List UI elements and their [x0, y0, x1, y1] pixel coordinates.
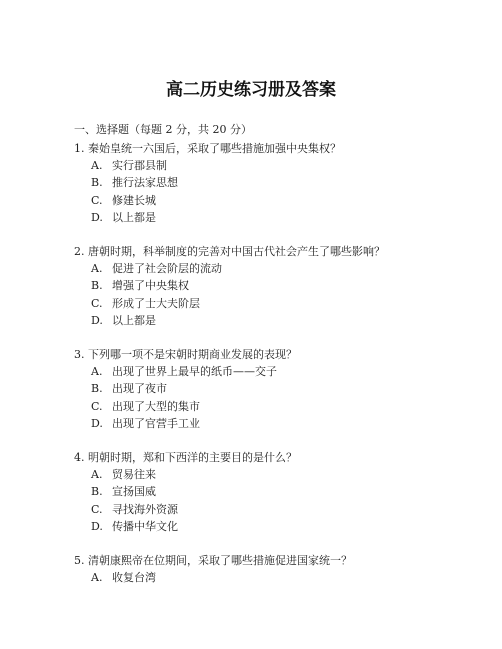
option-letter: D.: [91, 416, 103, 430]
option-item: [91, 157, 474, 174]
option-item: [91, 380, 474, 397]
option-text: 贸易往来: [112, 468, 156, 482]
option-item: [91, 295, 474, 312]
option-letter: B.: [91, 176, 103, 190]
question-item: [74, 449, 474, 535]
option-letter: D.: [91, 313, 103, 327]
option-list: [74, 260, 474, 329]
option-text: 出现了夜市: [112, 382, 167, 396]
question-item: [74, 552, 474, 586]
option-text: 以上都是: [112, 313, 156, 327]
option-list: [74, 466, 474, 535]
option-item: [91, 192, 474, 209]
question-text: 3. 下列哪一项不是宋朝时期商业发展的表现？: [74, 348, 297, 362]
option-text: 出现了世界上最早的纸币——交子: [112, 365, 277, 379]
option-letter: A.: [91, 159, 103, 173]
option-list: [74, 569, 474, 586]
option-letter: B.: [91, 279, 103, 293]
option-item: [91, 415, 474, 432]
option-item: [91, 363, 474, 380]
option-letter: A.: [91, 365, 103, 379]
question-text: 1. 秦始皇统一六国后，采取了哪些措施加强中央集权？: [74, 142, 341, 155]
option-item: [91, 209, 474, 226]
question-item: [74, 140, 474, 226]
option-item: [91, 501, 474, 518]
option-letter: D.: [91, 519, 103, 533]
option-letter: B.: [91, 382, 103, 396]
document-title: 高二历史练习册及答案: [166, 80, 336, 100]
question-text: 2. 唐朝时期，科举制度的完善对中国古代社会产生了哪些影响？: [74, 245, 385, 259]
option-text: 推行法家思想: [112, 176, 178, 190]
option-text: 传播中华文化: [112, 519, 178, 533]
option-letter: C.: [91, 502, 103, 516]
option-text: 出现了官营手工业: [112, 416, 200, 430]
option-letter: A.: [91, 571, 103, 585]
option-item: [91, 260, 474, 277]
option-item: [91, 277, 474, 294]
option-text: 宣扬国威: [112, 485, 156, 499]
question-list: [74, 140, 474, 603]
option-text: 寻找海外资源: [112, 502, 178, 516]
option-list: [74, 157, 474, 226]
option-text: 以上都是: [112, 210, 156, 224]
option-text: 形成了士大夫阶层: [112, 296, 200, 310]
option-letter: C.: [91, 296, 103, 310]
question-text: 5. 清朝康熙帝在位期间，采取了哪些措施促进国家统一？: [74, 554, 352, 568]
option-item: [91, 312, 474, 329]
question-item: [74, 346, 474, 432]
option-letter: C.: [91, 399, 103, 413]
option-list: [74, 363, 474, 432]
option-item: [91, 569, 474, 586]
question-text: 4. 明朝时期，郑和下西洋的主要目的是什么？: [74, 451, 297, 465]
option-text: 实行郡县制: [112, 159, 167, 173]
option-letter: C.: [91, 193, 103, 207]
option-text: 增强了中央集权: [112, 279, 189, 293]
option-letter: D.: [91, 210, 103, 224]
option-letter: A.: [91, 262, 103, 276]
section-heading: 一、选择题（每题 2 分，共 20 分）: [74, 123, 252, 136]
option-letter: A.: [91, 468, 103, 482]
option-letter: B.: [91, 485, 103, 499]
option-item: [91, 483, 474, 500]
option-text: 收复台湾: [112, 571, 156, 585]
option-text: 促进了社会阶层的流动: [112, 262, 222, 276]
option-text: 出现了大型的集市: [112, 399, 200, 413]
option-item: [91, 174, 474, 191]
option-item: [91, 466, 474, 483]
option-text: 修建长城: [112, 193, 156, 207]
option-item: [91, 518, 474, 535]
option-item: [91, 398, 474, 415]
question-item: [74, 243, 474, 329]
